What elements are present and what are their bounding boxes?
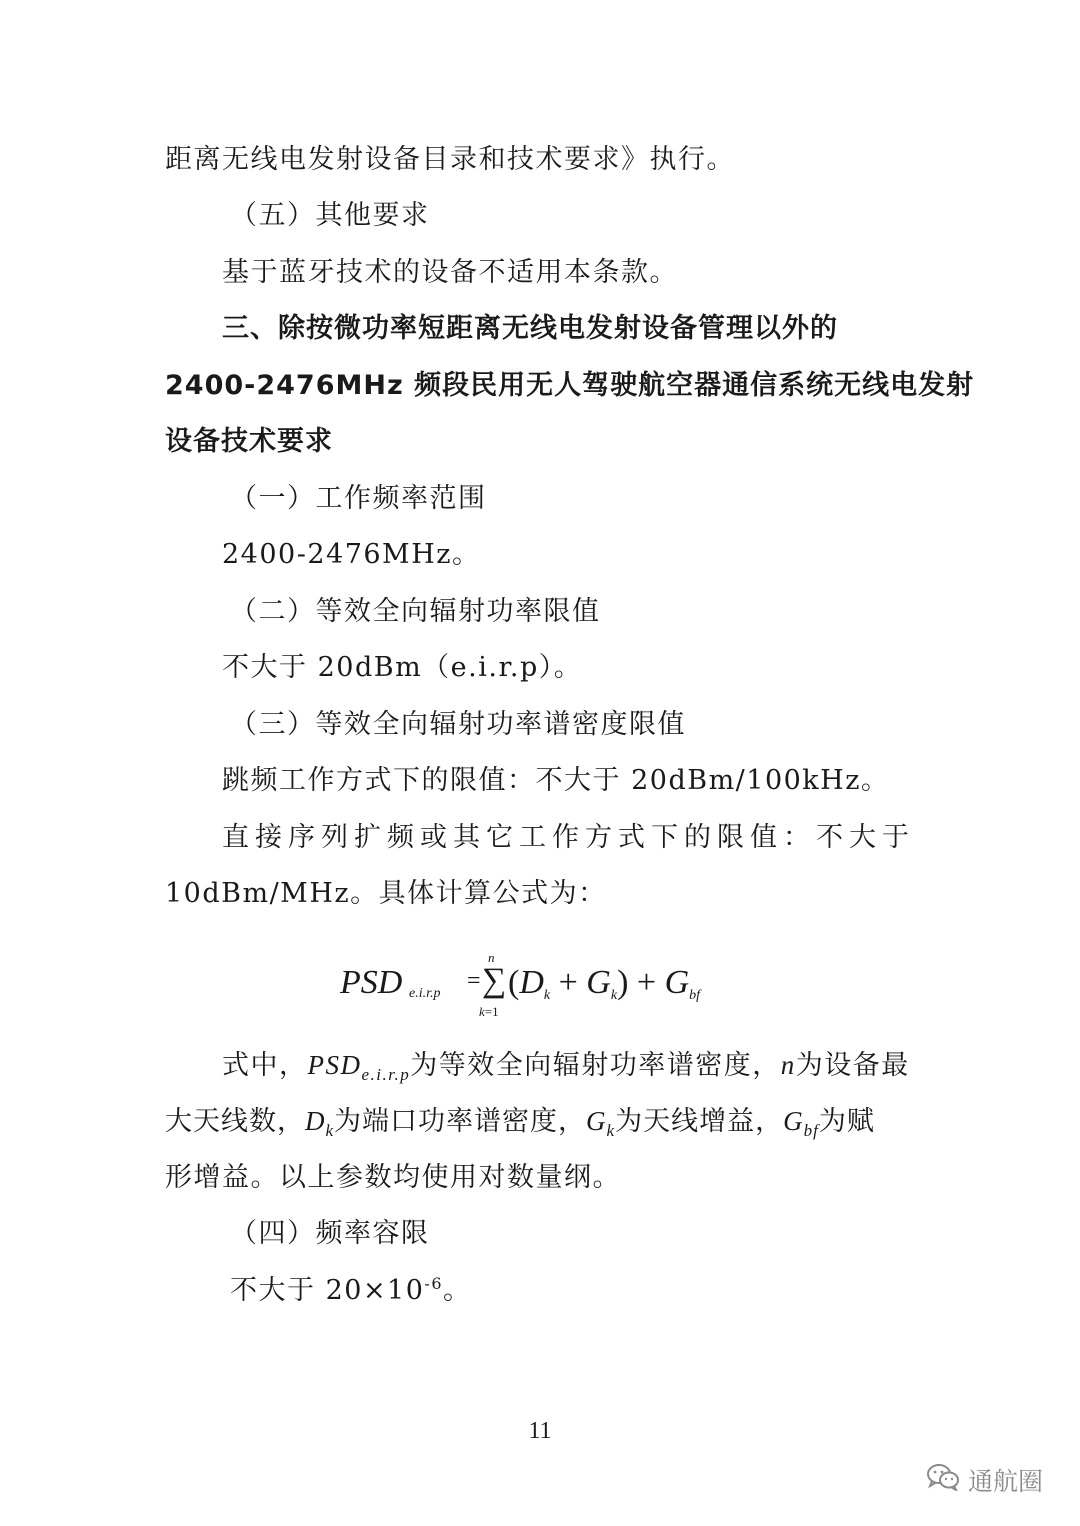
formula-explanation-line: 大天线数，$D_k$为端口功率谱密度，$G_k$为天线增益，$G_{bf}$为赋	[165, 1106, 875, 1140]
section-heading-5: （五）其他要求	[230, 200, 430, 231]
sum-lower-limit: k=1	[479, 1004, 499, 1019]
frequency-tolerance-value: 不大于 $20\times 10^{-6}$。	[230, 1274, 472, 1306]
sum-upper-limit: n	[488, 950, 495, 965]
watermark	[926, 1460, 1043, 1500]
text-line: 距离无线电发射设备目录和技术要求》执行。	[165, 144, 735, 175]
text-line: 跳频工作方式下的限值：不大于 20dBm/100kHz。	[222, 765, 890, 796]
watermark-text: 通航圈	[968, 1467, 1044, 1496]
text-line: 不大于 20dBm（e.i.r.p）。	[222, 652, 583, 683]
formula-equals: =	[467, 968, 481, 994]
section-heading-4: （四）频率容限	[230, 1218, 430, 1249]
section-heading-2: （二）等效全向辐射功率限值	[230, 596, 601, 627]
sum-symbol: ∑	[482, 962, 507, 999]
formula-lhs: PSD	[340, 964, 403, 1001]
text-line: 10dBm/MHz。具体计算公式为：	[165, 878, 607, 909]
formula-explanation-line: 形增益。以上参数均使用对数量纲。	[165, 1162, 621, 1193]
chapter-heading-line: 三、除按微功率短距离无线电发射设备管理以外的	[222, 313, 838, 344]
chapter-heading-line: 设备技术要求	[165, 426, 333, 457]
psd-formula	[340, 950, 760, 1030]
text-line: 2400-2476MHz。	[222, 539, 481, 570]
text-line: 基于蓝牙技术的设备不适用本条款。	[222, 257, 678, 288]
formula-explanation-line: 式中，$PSD_{e.i.r.p}$为等效全向辐射功率谱密度，n为设备最	[222, 1050, 910, 1084]
wechat-icon	[926, 1463, 960, 1497]
chapter-heading-line: 2400-2476MHz 频段民用无人驾驶航空器通信系统无线电发射	[165, 370, 975, 401]
section-heading-3: （三）等效全向辐射功率谱密度限值	[230, 709, 686, 740]
section-heading-1: （一）工作频率范围	[230, 483, 487, 514]
formula-lhs-subscript: e.i.r.p	[409, 986, 441, 1001]
page-number: 11	[528, 1418, 552, 1444]
text-line: 直接序列扩频或其它工作方式下的限值：不大于	[222, 822, 915, 853]
formula-rhs: (Dk + Gk) + Gbf	[508, 964, 701, 1003]
